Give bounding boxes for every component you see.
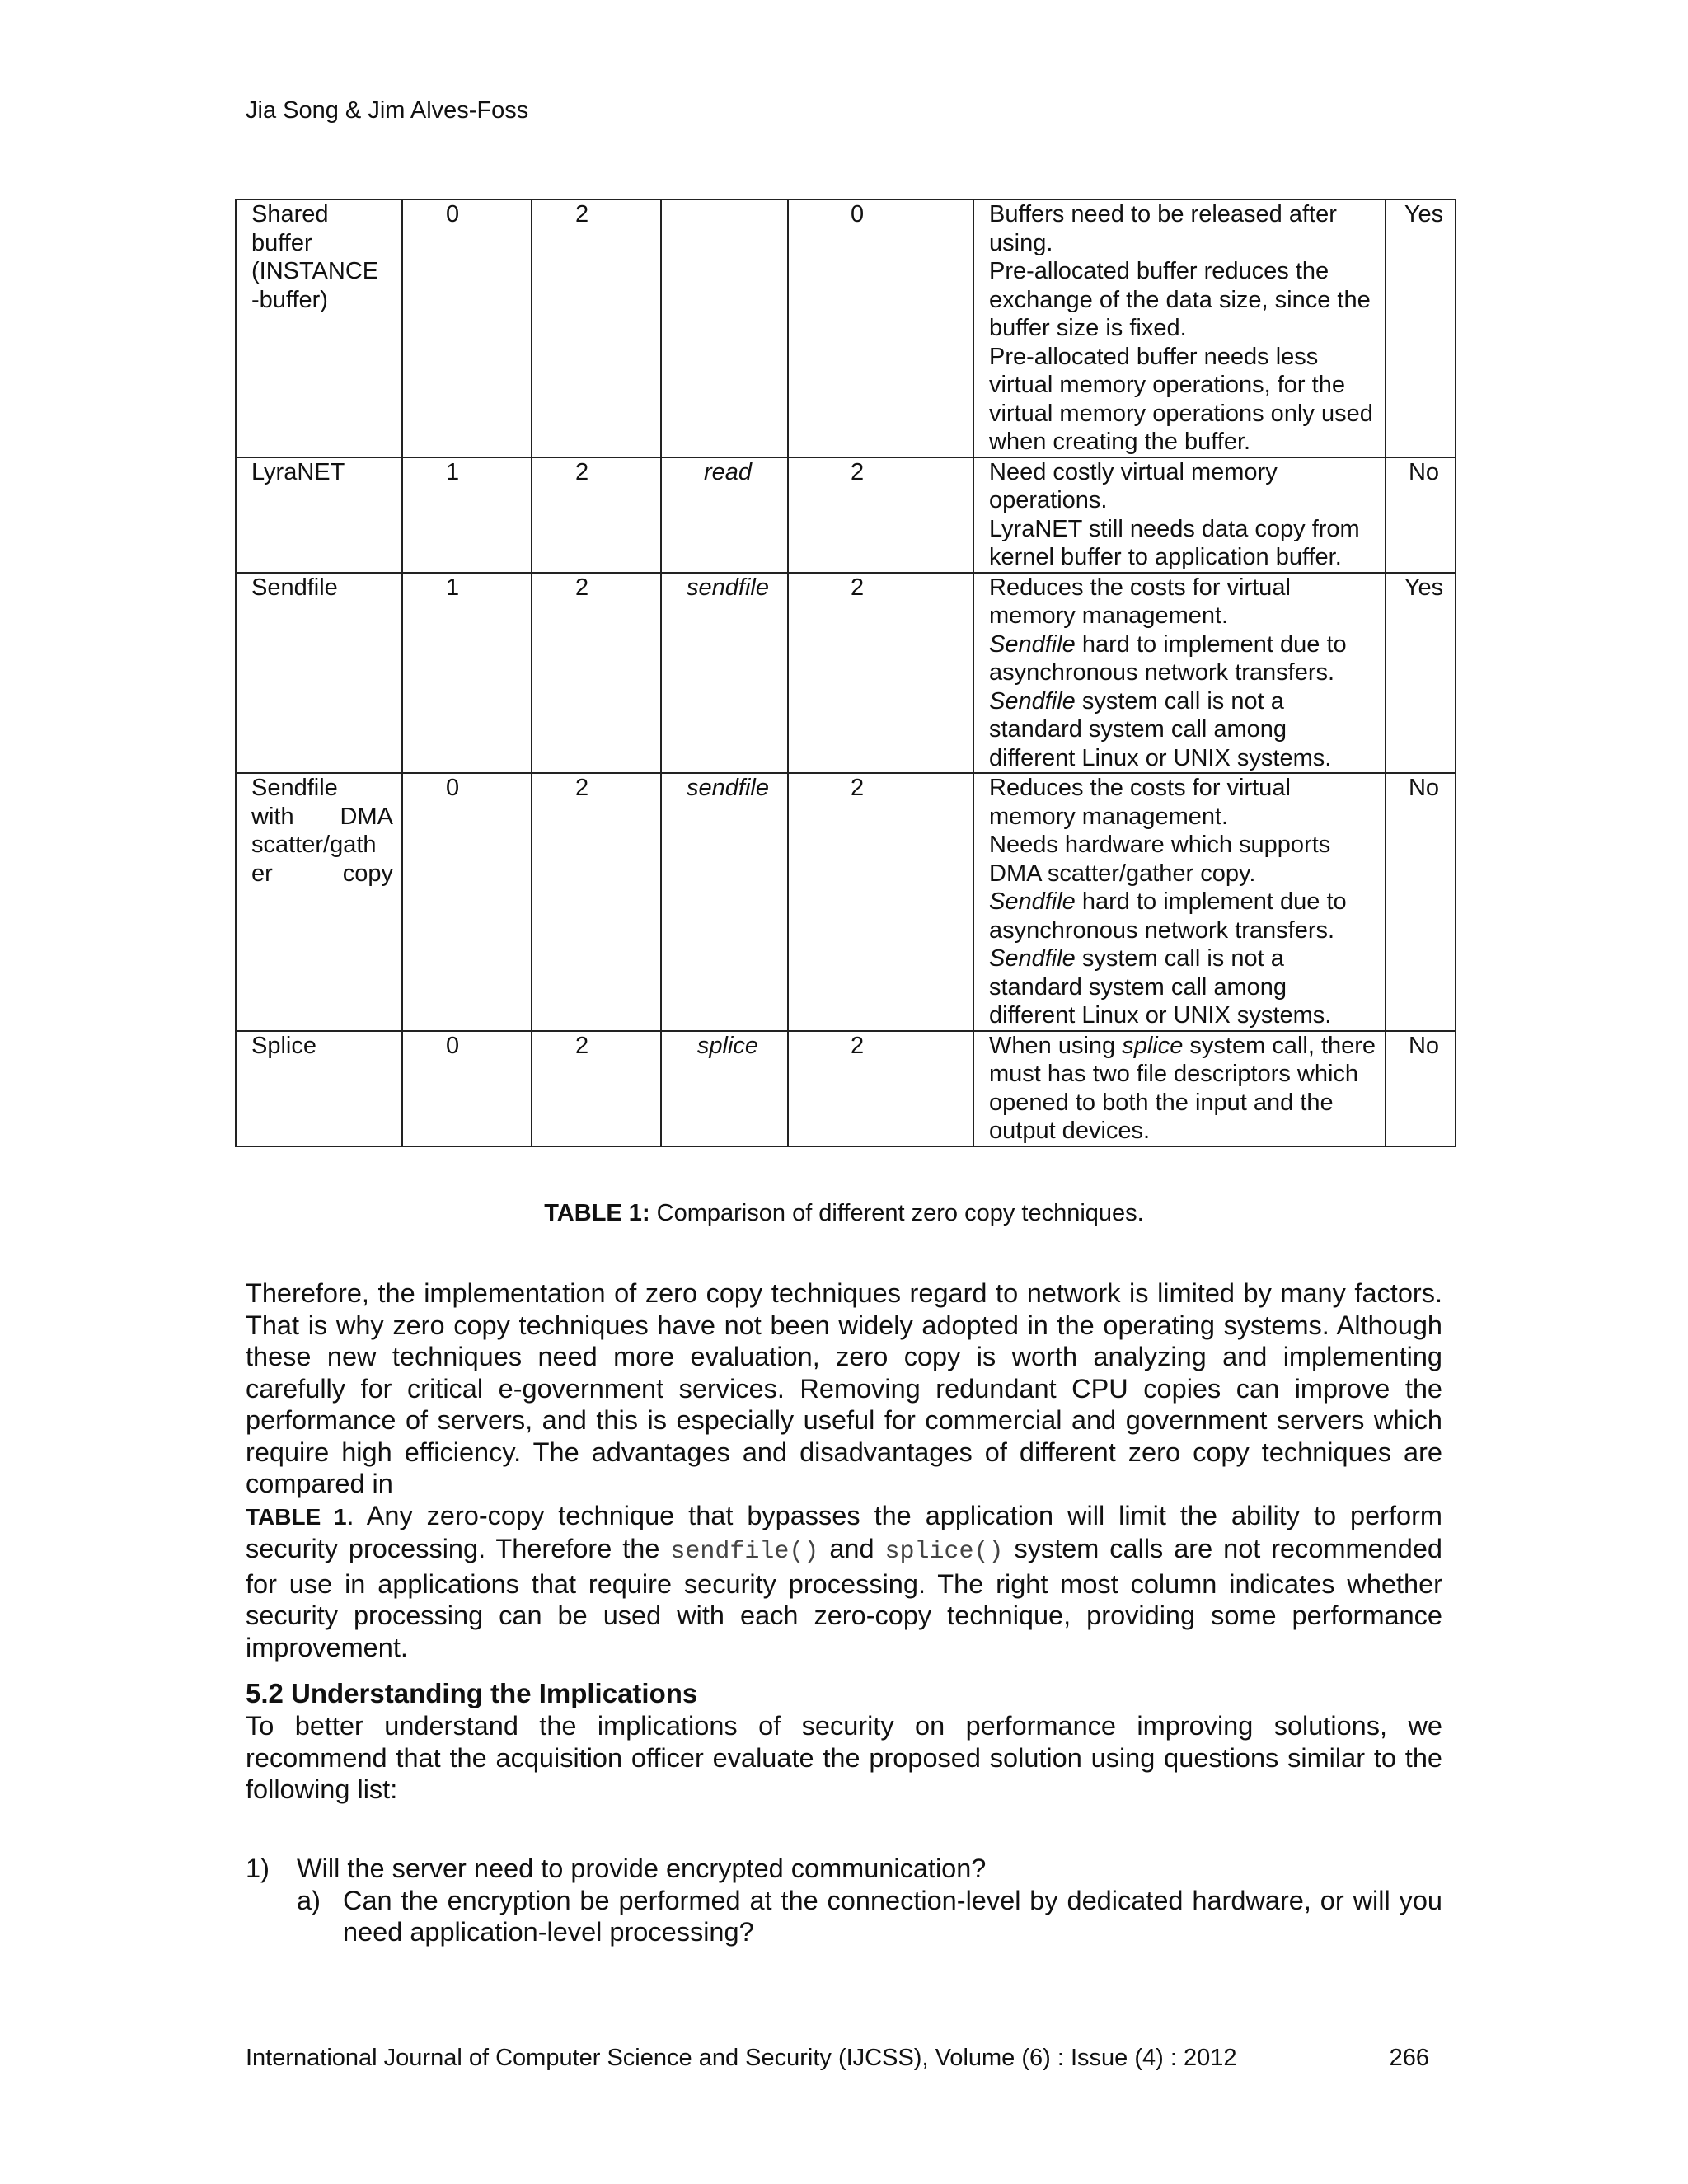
technique-line: Shared [251,201,329,227]
technique-cell [236,1031,402,1146]
list-subitem [297,1885,1442,1948]
table-reference-link[interactable]: TABLE 1 [246,1503,347,1530]
note-post: LyraNET still needs data copy from kernel buffer to application buffer. [989,515,1360,570]
technique-line: Splice [251,1032,316,1059]
col-b-cell: 2 [532,773,661,1031]
syscall-cell [661,457,788,573]
note-line [989,458,1376,515]
col-a-cell: 1 [402,573,532,774]
technique-line: with DMA [251,803,393,830]
syscall-cell [661,1031,788,1146]
caption-label: TABLE 1: [544,1200,650,1226]
list-letter: a) [297,1885,321,1915]
running-header: Jia Song & Jim Alves-Foss [246,97,529,124]
caption-text: Comparison of different zero copy techniques. [649,1200,1144,1226]
notes-cell [973,1031,1386,1146]
table-row [236,573,1456,774]
note-line [989,200,1376,257]
para1-text-2: . Any zero-copy technique that bypasses the application will limit the ability to perform security processing. Therefore the [246,1500,1442,1563]
col-d-cell: 2 [788,1031,973,1146]
note-post: Pre-allocated buffer reduces the exchange of the data size, since the buffer size is fixed. [989,258,1371,341]
technique-cell [236,573,402,774]
syscall-cell [661,573,788,774]
note-em: Sendfile [989,945,1076,972]
note-post: system call, there must has two file descriptors which opened to both the input and the output devices. [989,1032,1376,1144]
list-text: Will the server need to provide encrypted communication? [297,1854,987,1883]
col-b-cell: 2 [532,457,661,573]
syscall-cell [661,773,788,1031]
journal-citation: International Journal of Computer Science and Security (IJCSS), Volume (6) : Issue (4) : 2012 [246,2045,1237,2071]
technique-line: scatter/gath [251,832,377,858]
security-cell: Yes [1386,199,1456,457]
col-b-cell: 2 [532,573,661,774]
para1-text-3: and [818,1534,885,1563]
question-list [246,1853,1442,1948]
note-em: Sendfile [989,630,1076,658]
code-sendfile: sendfile() [670,1538,819,1566]
col-a-cell: 0 [402,1031,532,1146]
technique-cell [236,457,402,573]
note-line [989,888,1376,944]
notes-cell [973,199,1386,457]
note-post: Need costly virtual memory operations. [989,458,1278,513]
list-subtext: Can the encryption be performed at the connection-level by dedicated hardware, or will you need application-level processing? [343,1885,1442,1947]
para1-text-4: system calls are not recommended for use in applications that require security processing. The right most column indicates whether security processing can be used with each zero-copy technique, providing some performance improvement. [246,1534,1442,1662]
note-line [989,630,1376,687]
syscall-name: sendfile [687,574,769,601]
syscall-name: splice [696,1032,759,1059]
note-line [989,687,1376,773]
syscall-name: read [703,458,753,485]
security-cell: No [1386,457,1456,573]
note-post: hard to implement due to asynchronous network transfers. [989,630,1347,686]
table-row [236,1031,1456,1146]
paragraph-implications: To better understand the implications of security on performance improving solutions, we recommend that the acquisition officer evaluate the proposed solution using questions similar to the following list: [246,1711,1442,1804]
technique-cell [236,773,402,1031]
note-line [989,944,1376,1030]
note-post: Reduces the costs for virtual memory management. [989,775,1291,830]
col-d-cell: 0 [788,199,973,457]
security-cell: No [1386,773,1456,1031]
note-em: splice [1122,1032,1184,1059]
security-cell: No [1386,1031,1456,1146]
technique-line: (INSTANCE [251,258,379,284]
para1-text: Therefore, the implementation of zero copy techniques regard to network is limited by many factors. That is why zero copy techniques have not been widely adopted in the operating systems. Although these new techniques need more evaluation, zero copy is worth analyzing and implementing carefully for critical e-government services. Removing redundant CPU copies can improve the performance of servers, and this is especially useful for commercial and government servers which require high efficiency. The advantages and disadvantages of different zero copy techniques are compared in [246,1278,1442,1498]
notes-cell [973,773,1386,1031]
note-line [989,257,1376,343]
col-d-cell: 2 [788,773,973,1031]
note-post: Buffers need to be released after using. [989,201,1337,256]
technique-line: -buffer) [251,286,328,313]
technique-cell [236,199,402,457]
technique-line: er copy [251,860,393,887]
syscall-name: sendfile [687,775,769,801]
col-b-cell: 2 [532,1031,661,1146]
list-item [246,1853,1442,1885]
code-splice: splice() [884,1538,1004,1566]
technique-line: LyraNET [251,458,345,485]
note-line [989,1032,1376,1146]
note-post: system call is not a standard system call among different Linux or UNIX systems. [989,945,1332,1029]
technique-line: Sendfile [251,574,338,601]
syscall-cell [661,199,788,457]
note-line [989,831,1376,888]
technique-line: Sendfile [251,775,338,801]
note-em: Sendfile [989,687,1076,715]
col-b-cell: 2 [532,199,661,457]
table-row [236,773,1456,1031]
technique-line: buffer [251,229,312,256]
col-a-cell: 0 [402,199,532,457]
notes-cell [973,573,1386,774]
table-caption [0,1200,1688,1227]
paragraph-zero-copy [246,1277,1442,1663]
comparison-table [235,199,1456,1147]
notes-cell [973,457,1386,573]
page-number: 266 [1389,2045,1429,2071]
security-cell: Yes [1386,573,1456,774]
note-post: Reduces the costs for virtual memory management. [989,574,1291,629]
note-post: system call is not a standard system call among different Linux or UNIX systems. [989,687,1332,771]
table-row [236,457,1456,573]
table-row [236,199,1456,457]
col-a-cell: 0 [402,773,532,1031]
page-footer [246,2045,1429,2072]
note-post: hard to implement due to asynchronous network transfers. [989,888,1347,944]
col-d-cell: 2 [788,573,973,774]
col-a-cell: 1 [402,457,532,573]
col-d-cell: 2 [788,457,973,573]
note-em: Sendfile [989,888,1076,915]
note-line [989,515,1376,572]
note-line [989,774,1376,831]
section-heading: 5.2 Understanding the Implications [246,1678,698,1708]
list-number: 1) [246,1854,270,1883]
note-pre: When using [989,1032,1123,1059]
note-line [989,343,1376,457]
note-post: Pre-allocated buffer needs less virtual memory operations, for the virtual memory operations only used when creating the buffer. [989,343,1373,455]
note-post: Needs hardware which supports DMA scatter/gather copy. [989,832,1331,887]
note-line [989,574,1376,630]
